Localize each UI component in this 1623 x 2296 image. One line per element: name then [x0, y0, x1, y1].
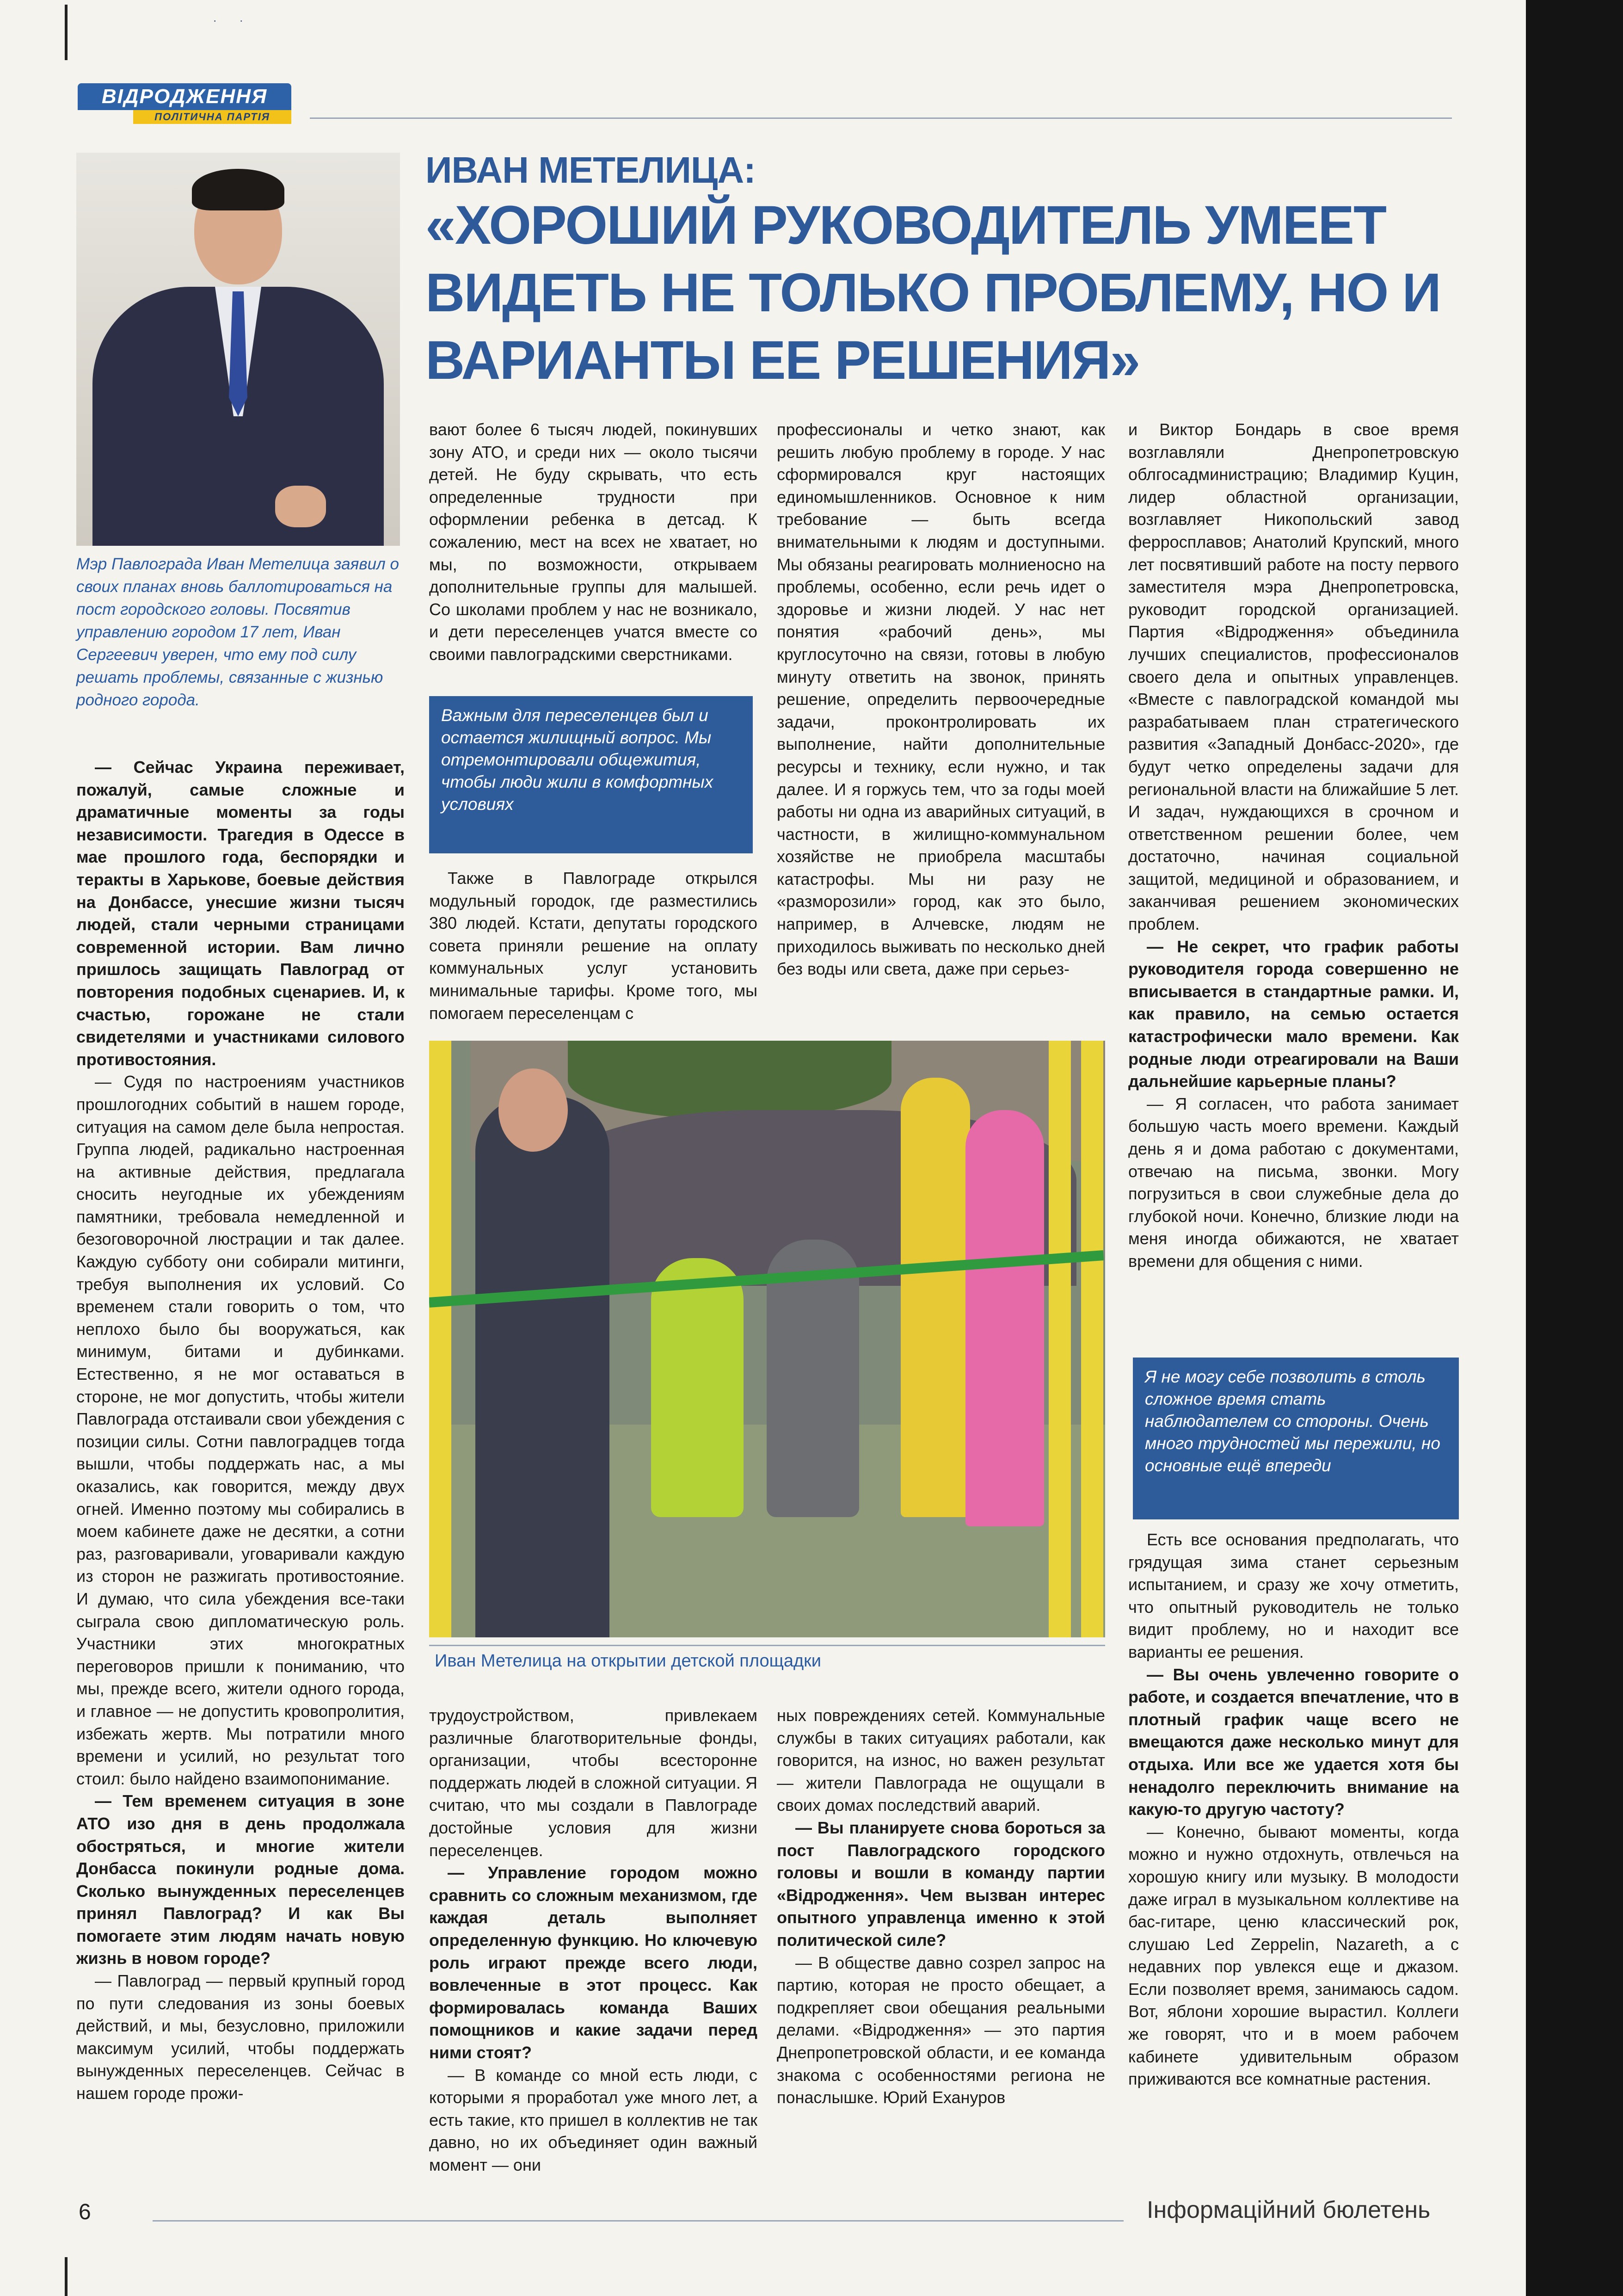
paragraph: и Виктор Бондарь в свое время возглавляли Днепропетровскую облгосадминистрацию; Владимир Куцин, лидер областной организации, возглавляет Никопольский завод ферросплавов; Анатолий Крупский, много лет посвятивший работе на посту первого заместителя мэра Днепропетровска, руководит городской организацией. Партия «Відродження» объединила лучших специалистов, профессионалов своего дела и опытных управленцев. «Вместе с павлоградской командой мы разрабатываем план стратегического развития «Западный Донбасс-2020», где будут четко определены задачи для региональной власти на ближайшие 5 лет. И задач, нуждающихся в срочном и ответственном решении более, чем достаточно, начиная социальной защитой, медициной и образованием, и заканчивая решением экономических проблем.: [1128, 420, 1459, 934]
answer: — Я согласен, что работа занимает большую часть моего времени. Каждый день я и дома работаю с документами, отвечаю на письма, звонки. Могу погрузиться в свои служебные дела до глубокой ночи. Конечно, близкие люди на меня иногда обижаются, не хватает времени для общения с ними.: [1128, 1094, 1459, 1271]
column-4-bottom: [1128, 1529, 1459, 2091]
publication-title: Інформаційний бюлетень: [1147, 2197, 1431, 2223]
answer: — Павлоград — первый крупный город по пути следования из зоны боевых действий, и мы, безусловно, приложили максимум усилий, чтобы поддержать вынужденных переселенцев. Сейчас в нашем городе прожи-: [76, 1971, 405, 2103]
mayor-head: [498, 1068, 568, 1152]
answer: — В команде со мной есть люди, с которыми я проработал уже много лет, а есть такие, кто пришел в коллектив не так давно, но их объединяет один важный момент — они: [429, 2065, 757, 2174]
child-green-jacket: [651, 1258, 744, 1517]
header-rule: [310, 117, 1452, 119]
playground-photo: [429, 1041, 1105, 1637]
yellow-pole: [1081, 1041, 1103, 1637]
logo-name: ВІДРОДЖЕННЯ: [78, 83, 291, 110]
pull-quote-observer: Я не могу себе позволить в столь сложное время стать наблюдателем со стороны. Очень много трудностей мы пережили, но основные ещё впереди: [1133, 1358, 1459, 1519]
pull-quote-housing: Важным для переселенцев был и остается жилищный вопрос. Мы отремонтировали общежития, чтобы люди жили в комфортных условиях: [429, 696, 753, 853]
column-4-top: [1128, 419, 1459, 1273]
question: — Не секрет, что график работы руководителя города совершенно не вписывается в стандартные рамки. И, как правило, на семью остается катастрофически мало времени. Как родные люди отреагировали на Ваши дальнейшие карьерные планы?: [1128, 937, 1459, 1091]
party-logo: [78, 83, 291, 125]
hair-shape: [192, 169, 284, 210]
paragraph: вают более 6 тысяч людей, покинувших зону АТО, и среди них — около тысячи детей. Не буду скрывать, что есть определенные трудности при оформлении ребенка в детсад. К сожалению, мест на всех не хватает, но мы, по возможности, открываем дополнительные группы для малышей. Со школами проблем у нас не возникало, и дети переселенцев учатся вместе со своими павлоградскими сверстниками.: [429, 420, 757, 664]
photo-caption: Иван Метелица на открытии детской площадки: [435, 1651, 821, 1671]
column-1: [76, 756, 405, 2105]
column-3-top: [777, 419, 1105, 981]
person-pink: [965, 1110, 1044, 1526]
answer: — В обществе давно созрел запрос на партию, которая не просто обещает, а подкрепляет свои обещания реальными делами. «Відродження» — это партия Днепропетровской области, и ее команда знакома с особенностями региона не понаслышке. Юрий Ехануров: [777, 1953, 1105, 2107]
paragraph: ных повреждениях сетей. Коммунальные службы в таких ситуациях работали, как говорится, на износ, но важен результат — жители Павлограда не ощущали в своих домах последствий аварий.: [777, 1706, 1105, 1815]
article-headline: [425, 149, 1443, 394]
caption-rule: [429, 1645, 1105, 1646]
yellow-pole: [429, 1041, 451, 1637]
question: — Сейчас Украина переживает, пожалуй, самые сложные и драматичные моменты за годы независимости. Трагедия в Одессе в мае прошлого года, беспорядки и теракты в Харькове, боевые действия на Донбассе, унесшие жизни тысяч людей, стали черными страницами современной истории. Вам лично пришлось защищать Павлоград от повторения подобных сценариев. И, к счастью, горожане не стали свидетелями и участниками силового противостояния.: [76, 758, 405, 1069]
paragraph: Также в Павлограде открылся модульный городок, где разместились 380 людей. Кстати, депутаты городского совета приняли решение на оплату коммунальных услуг установить минимальные тарифы. Кроме того, мы помогаем переселенцам с: [429, 869, 757, 1023]
column-2-mid: [429, 867, 757, 1025]
question: — Вы планируете снова бороться за пост Павлоградского городского головы и вошли в команду партии «Відродження». Чем вызван интерес опытного управленца именно к этой политической силе?: [777, 1818, 1105, 1950]
page-number: 6: [79, 2200, 91, 2224]
answer: — Судя по настроениям участников прошлогодних событий в нашем городе, ситуация на самом деле была непростая. Группа людей, радикально настроенная на активные действия, предлагала сносить неугодные их убеждениям памятники, требовала немедленной и безоговорочной люстрации и так далее. Каждую субботу они собирали митинги, требуя выполнения их условий. Со временем стали говорить о том, что неплохо было бы вооружаться, как минимум, битами и дубинками. Естественно, я не мог оставаться в стороне, не мог допустить, чтобы жители Павлограда отстаивали свои убеждения с позиции силы. Сотни павлоградцев тогда вышли, чтобы поддержать нас, а мы оказались, как говорится, между двух огней. Именно поэтому мы собирались в моем кабинете даже не десятки, а сотни раз, разговаривали, уговаривали каждую из сторон не разжигать противостояние. И думаю, что сила убеждения все-таки сыграла свою дипломатическую роль. Участники этих многократных переговоров пришли к пониманию, что мы, прежде всего, жители одного города, и главное — не допустить кровопролития, избежать жертв. Мы потратили много времени и усилий, но результат того стоил: было найдено взаимопонимание.: [76, 1072, 405, 1788]
footer-rule: [153, 2220, 1124, 2222]
logo-subtitle: ПОЛІТИЧНА ПАРТІЯ: [133, 110, 291, 124]
column-3-bottom: [777, 1704, 1105, 2109]
registration-dots: · ·: [213, 13, 253, 27]
question: — Вы очень увлеченно говорите о работе, и создается впечатление, что в плотный график чаще всего не вмещаются даже несколько минут для отдыха. Или все же удается хотя бы ненадолго переключить внимание на какую-то другую частоту?: [1128, 1665, 1459, 1819]
answer: — Конечно, бывают моменты, когда можно и нужно отдохнуть, отвлечься на хорошую книгу или музыку. В молодости даже играл в музыкальном коллективе на бас-гитаре, ценю классический рок, слушаю Led Zeppelin, Nazareth, а с недавних пор увлекся еще и джазом. Если позволяет время, занимаюсь садом. Вот, яблони хорошие вырастил. Коллеги же говорят, что и в моем рабочем кабинете удивительным образом приживаются все комнатные растения.: [1128, 1822, 1459, 2089]
crop-mark: [65, 2257, 68, 2296]
yellow-pole: [1049, 1041, 1071, 1637]
person-yellow: [901, 1078, 970, 1517]
question: — Управление городом можно сравнить со сложным механизмом, где каждая деталь выполняет определенную функцию. Но ключевую роль играют прежде всего люди, вовлеченные в этот процесс. Как формировалась команда Ваших помощников и какие задачи перед ними стоят?: [429, 1863, 757, 2062]
paragraph: Есть все основания предполагать, что грядущая зима станет серьезным испытанием, и сразу же хочу отметить, что опытный руководитель не только видит проблему, но и находит все варианты ее решения.: [1128, 1530, 1459, 1661]
paragraph: трудоустройством, привлекаем различные благотворительные фонды, организации, чтобы всесторонне поддержать людей в сложной ситуации. Я считаю, что мы создали в Павлограде достойные условия для жизни переселенцев.: [429, 1706, 757, 1860]
crop-mark: [65, 5, 68, 60]
mayor-figure: [475, 1096, 609, 1637]
mayor-portrait: [76, 153, 400, 546]
portrait-caption: Мэр Павлограда Иван Метелица заявил о своих планах вновь баллотироваться на пост городского головы. Посвятив управлению городом 17 лет, Иван Сергеевич уверен, что ему под силу решать проблемы, связанные с жизнью родного города.: [76, 555, 399, 709]
hand-shape: [275, 486, 326, 527]
trees-shape: [568, 1041, 891, 1119]
paragraph: профессионалы и четко знают, как решить любую проблему в городе. У нас сформировался круг настоящих единомышленников. Основное к ним требование — быть всегда внимательными к людям и доступными. Мы обязаны реагировать молниеносно на проблемы, особенно, если речь идет о здоровье и жизни людей. У нас нет понятия «рабочий день», мы круглосуточно на связи, готовы в любую минуту ответить на звонок, принять решение, определить первоочередные задачи, проконтролировать их выполнение, найти дополнительные ресурсы и технику, если нужно, и так далее. И я горжусь тем, что за годы моей работы ни одна из аварийных ситуаций, в частности, в жилищно-коммунальном хозяйстве не приобрела масштабы катастрофы. Мы ни разу не «разморозили» город, как это было, например, в Алчевске, людям не приходилось выживать по несколько дней без воды или света, даже при серьез-: [777, 420, 1105, 979]
scan-edge: [1526, 0, 1623, 2296]
headline-quote: «ХОРОШИЙ РУКОВОДИТЕЛЬ УМЕЕТ ВИДЕТЬ НЕ ТОЛЬКО ПРОБЛЕМУ, НО И ВАРИАНТЫ ЕЕ РЕШЕНИЯ»: [425, 195, 1441, 391]
column-2-top: [429, 419, 757, 666]
question: — Тем временем ситуация в зоне АТО изо дня в день продолжала обостряться, и многие жители Донбасса покинули родные дома. Сколько вынужденных переселенцев принял Павлоград? И как Вы помогаете этим людям начать новую жизнь в новом городе?: [76, 1791, 405, 1968]
headline-name: ИВАН МЕТЕЛИЦА:: [425, 149, 756, 191]
column-2-bottom: [429, 1704, 757, 2176]
